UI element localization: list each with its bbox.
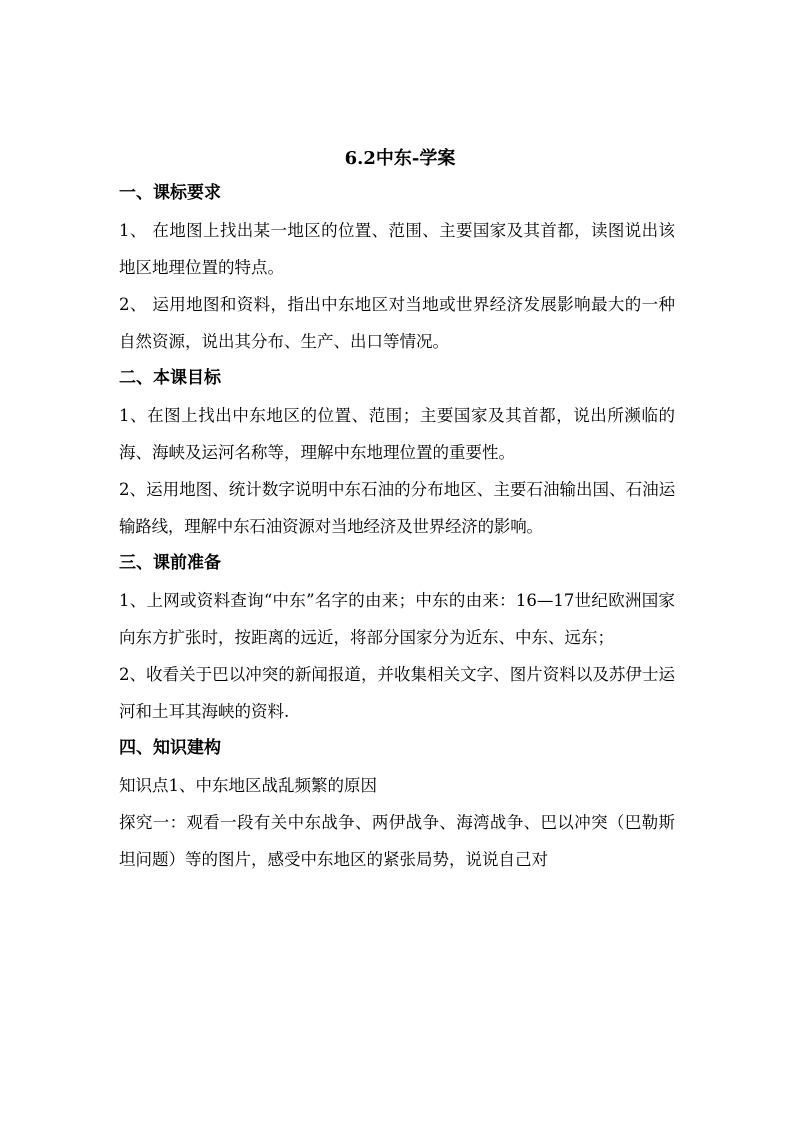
document-title: 6.2中东-学案	[344, 148, 456, 169]
section-heading: 一、课标要求	[119, 183, 221, 203]
paragraph: 2、运用地图、统计数字说明中东石油的分布地区、主要石油输出国、石油运输路线，理解中东石油资源对当地经济及世界经济的影响。	[119, 480, 675, 536]
section-curriculum-requirements	[119, 175, 675, 360]
paragraph: 探究一：观看一段有关中东战争、两伊战争、海湾战争、巴以冲突（巴勒斯坦问题）等的图片，感受中东地区的紧张局势，说说自己对	[119, 813, 675, 869]
section-heading: 四、知识建构	[119, 738, 221, 758]
section-knowledge-building	[119, 730, 675, 878]
document-body	[119, 142, 675, 878]
paragraph: 2、收看关于巴以冲突的新闻报道，并收集相关文字、图片资料以及苏伊士运河和土耳其海峡的资料.	[119, 665, 675, 721]
paragraph: 1、上网或资料查询“中东”名字的由来；中东的由来：16—17世纪欧洲国家向东方扩张时，按距离的远近，将部分国家分为近东、中东、远东；	[119, 591, 675, 647]
section-heading: 二、本课目标	[119, 368, 221, 388]
section-heading: 三、课前准备	[119, 553, 221, 573]
section-lesson-goals	[119, 360, 675, 545]
paragraph: 知识点1、中东地区战乱频繁的原因	[119, 776, 377, 795]
paragraph: 2、 运用地图和资料，指出中东地区对当地或世界经济发展影响最大的一种自然资源，说出其分布、生产、出口等情况。	[119, 295, 675, 351]
paragraph: 1、在图上找出中东地区的位置、范围；主要国家及其首都，说出所濒临的海、海峡及运河名称等，理解中东地理位置的重要性。	[119, 406, 675, 462]
section-preparation	[119, 545, 675, 730]
paragraph: 1、 在地图上找出某一地区的位置、范围、主要国家及其首都，读图说出该地区地理位置的特点。	[119, 221, 675, 277]
